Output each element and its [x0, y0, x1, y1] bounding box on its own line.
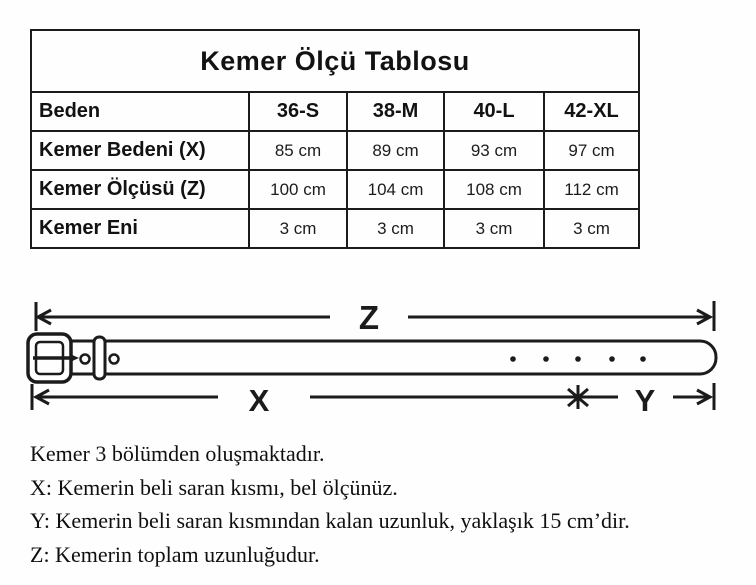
table-title-row — [31, 30, 639, 92]
cell-value: 89 cm — [347, 131, 444, 170]
belt-diagram — [0, 287, 756, 432]
y-label: Y — [634, 383, 656, 418]
x-dimension-arrow — [32, 383, 618, 418]
row-label: Kemer Ölçüsü (Z) — [31, 170, 249, 209]
buckle-hole — [110, 355, 119, 364]
note-intro: Kemer 3 bölümden oluşmaktadır. — [30, 441, 325, 466]
cell-value: 85 cm — [249, 131, 347, 170]
table-header-row — [31, 92, 639, 131]
z-label: Z — [358, 299, 380, 336]
header-size-36s: 36-S — [249, 92, 347, 131]
row-label: Kemer Bedeni (X) — [31, 131, 249, 170]
note-z-definition: Z: Kemerin toplam uzunluğudur. — [30, 541, 320, 567]
table-row-kemer-olcusu — [31, 170, 639, 209]
table-row-kemer-eni — [31, 209, 639, 248]
note-y-definition: Y: Kemerin beli saran kısmından kalan uzunluk, yaklaşık 15 cm’dir. — [30, 508, 630, 533]
cell-value: 3 cm — [444, 209, 544, 248]
belt-illustration — [28, 334, 716, 382]
belt-strap — [40, 341, 716, 374]
header-size-38m: 38-M — [347, 92, 444, 131]
cell-value: 97 cm — [544, 131, 639, 170]
buckle-hole — [81, 355, 90, 364]
x-label: X — [248, 383, 270, 418]
cell-value: 93 cm — [444, 131, 544, 170]
belt-buckle — [28, 334, 79, 382]
row-label: Kemer Eni — [31, 209, 249, 248]
notes-section — [30, 437, 730, 571]
cell-value: 100 cm — [249, 170, 347, 209]
cell-value: 108 cm — [444, 170, 544, 209]
cell-value: 112 cm — [544, 170, 639, 209]
header-size-42xl: 42-XL — [544, 92, 639, 131]
table-row-kemer-bedeni — [31, 131, 639, 170]
y-dimension-arrow — [635, 383, 714, 418]
cell-value: 3 cm — [544, 209, 639, 248]
header-beden: Beden — [31, 92, 249, 131]
note-x-definition: X: Kemerin beli saran kısmı, bel ölçünüz. — [30, 474, 398, 500]
cell-value: 3 cm — [347, 209, 444, 248]
cell-value: 104 cm — [347, 170, 444, 209]
header-size-40l: 40-L — [444, 92, 544, 131]
z-dimension-arrow — [36, 299, 714, 336]
belt-keeper-loop — [94, 337, 105, 379]
belt-size-table — [30, 29, 640, 249]
table-title: Kemer Ölçü Tablosu — [31, 30, 639, 92]
cell-value: 3 cm — [249, 209, 347, 248]
